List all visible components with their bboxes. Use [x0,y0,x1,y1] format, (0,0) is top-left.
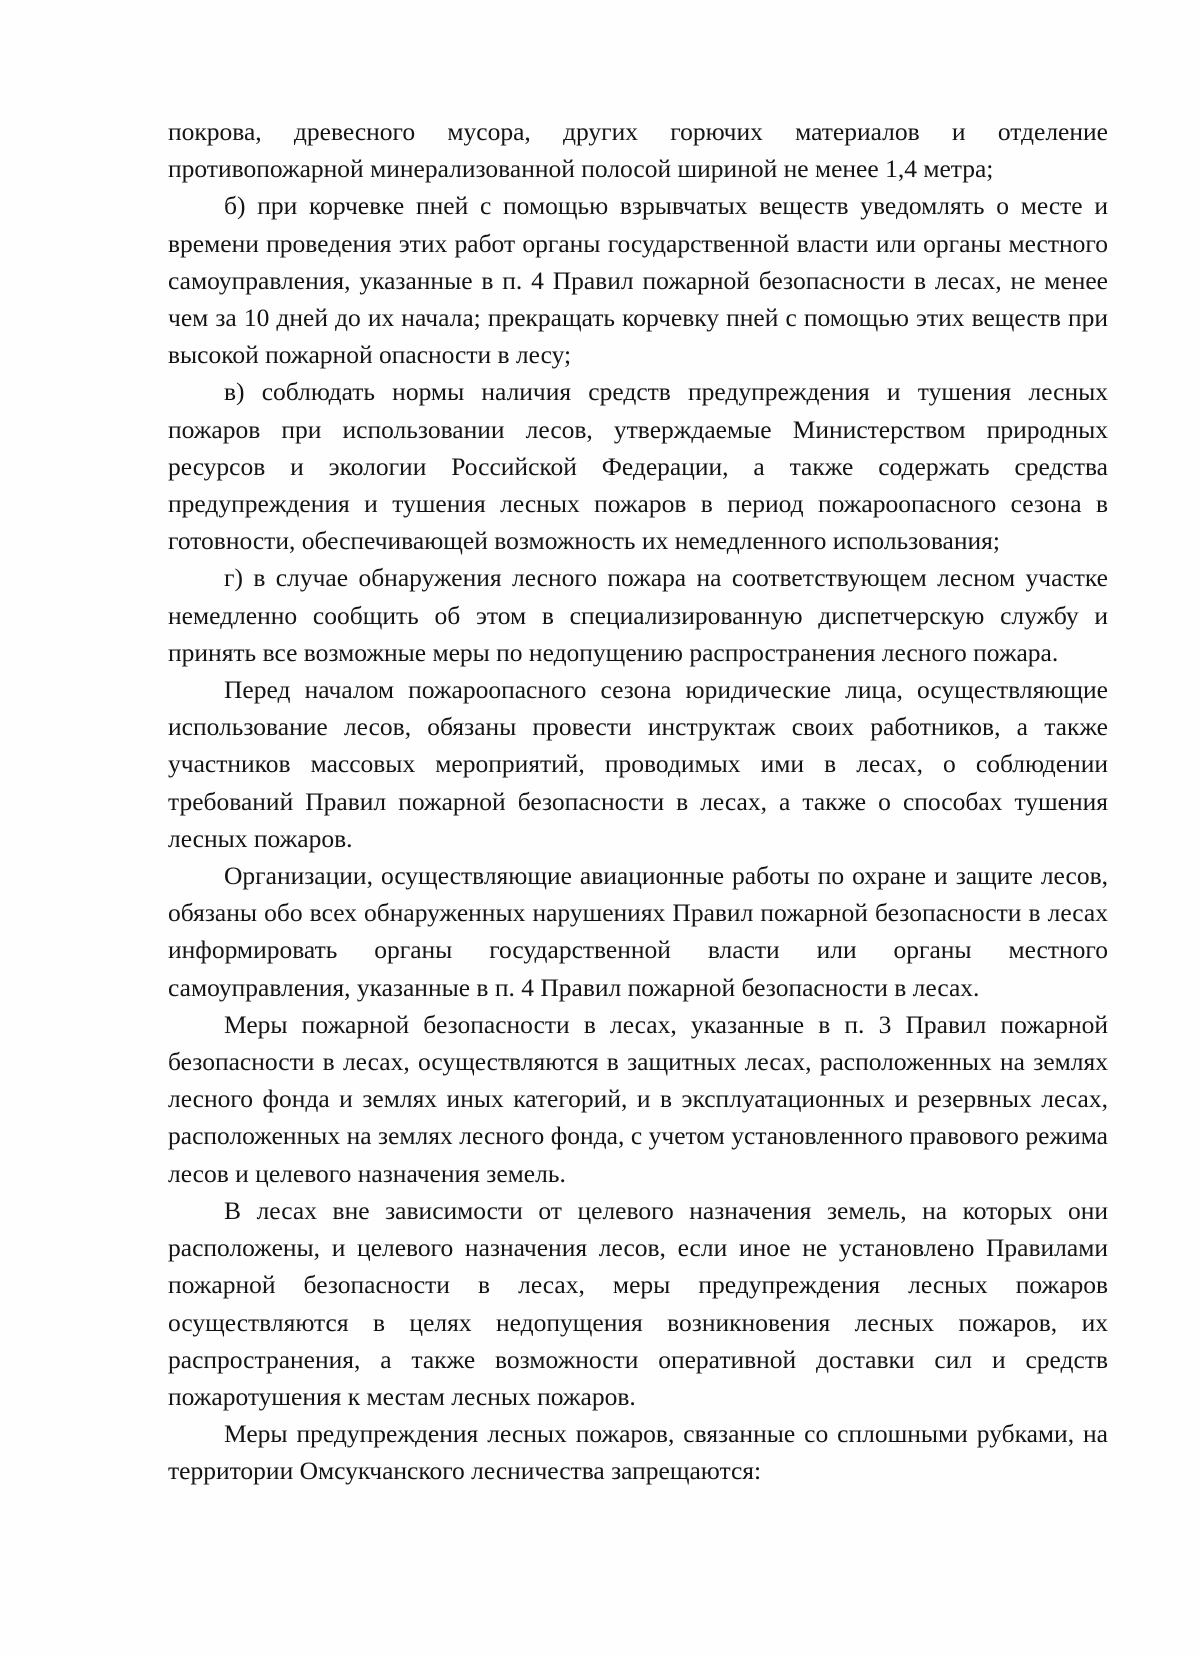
paragraph-prevention-purposes: В лесах вне зависимости от целевого назначения земель, на которых они расположены, и целевого назначения лесов, если иное не установлено Правилами пожарной безопасности в лесах, меры предупреждения лесных пожаров осуществляются в целях недопущения возникновения лесных пожаров, их распространения, а также возможности оперативной доставки сил и средств пожаротушения к местам лесных пожаров. [168,1195,1108,1411]
paragraph-clear-cutting: Меры предупреждения лесных пожаров, связанные со сплошными рубками, на территории Омсукчанского лесничества запрещаются: [168,1419,1108,1486]
paragraph-aviation: Организации, осуществляющие авиационные работы по охране и защите лесов, обязаны обо всех обнаруженных нарушениях Правил пожарной безопасности в лесах информировать органы государственной власти или органы местного самоуправления, указанные в п. 4 Правил пожарной безопасности в лесах. [168,861,1108,1002]
paragraph-item-b: б) при корчевке пней с помощью взрывчатых веществ уведомлять о месте и времени проведения этих работ органы государственной власти или органы местного самоуправления, указанные в п. 4 Правил пожарной безопасности в лесах, не менее чем за 10 дней до их начала; прекращать корчевку пней с помощью этих веществ при высокой пожарной опасности в лесу; [168,191,1108,370]
paragraph-item-g: г) в случае обнаружения лесного пожара на соответствующем лесном участке немедленно сообщить об этом в специализированную диспетчерскую службу и принять все возможные меры по недопущению распространения лесного пожара. [168,563,1108,667]
document-body [168,113,1108,1490]
paragraph-item-v: в) соблюдать нормы наличия средств предупреждения и тушения лесных пожаров при использовании лесов, утверждаемые Министерством природных ресурсов и экологии Российской Федерации, а также содержать средства предупреждения и тушения лесных пожаров в период пожароопасного сезона в готовности, обеспечивающей возможность их немедленного использования; [168,377,1108,556]
paragraph-fire-safety-measures: Меры пожарной безопасности в лесах, указанные в п. 3 Правил пожарной безопасности в лесах, осуществляются в защитных лесах, расположенных на землях лесного фонда и землях иных категорий, и в эксплуатационных и резервных лесах, расположенных на землях лесного фонда, с учетом установленного правового режима лесов и целевого назначения земель. [168,1009,1108,1188]
paragraph-continuation: покрова, древесного мусора, других горючих материалов и отделение противопожарной минерализованной полосой шириной не менее 1,4 метра; [168,117,1108,184]
paragraph-briefing: Перед началом пожароопасного сезона юридические лица, осуществляющие использование лесов, обязаны провести инструктаж своих работников, а также участников массовых мероприятий, проводимых ими в лесах, о соблюдении требований Правил пожарной безопасности в лесах, а также о способах тушения лесных пожаров. [168,675,1108,853]
